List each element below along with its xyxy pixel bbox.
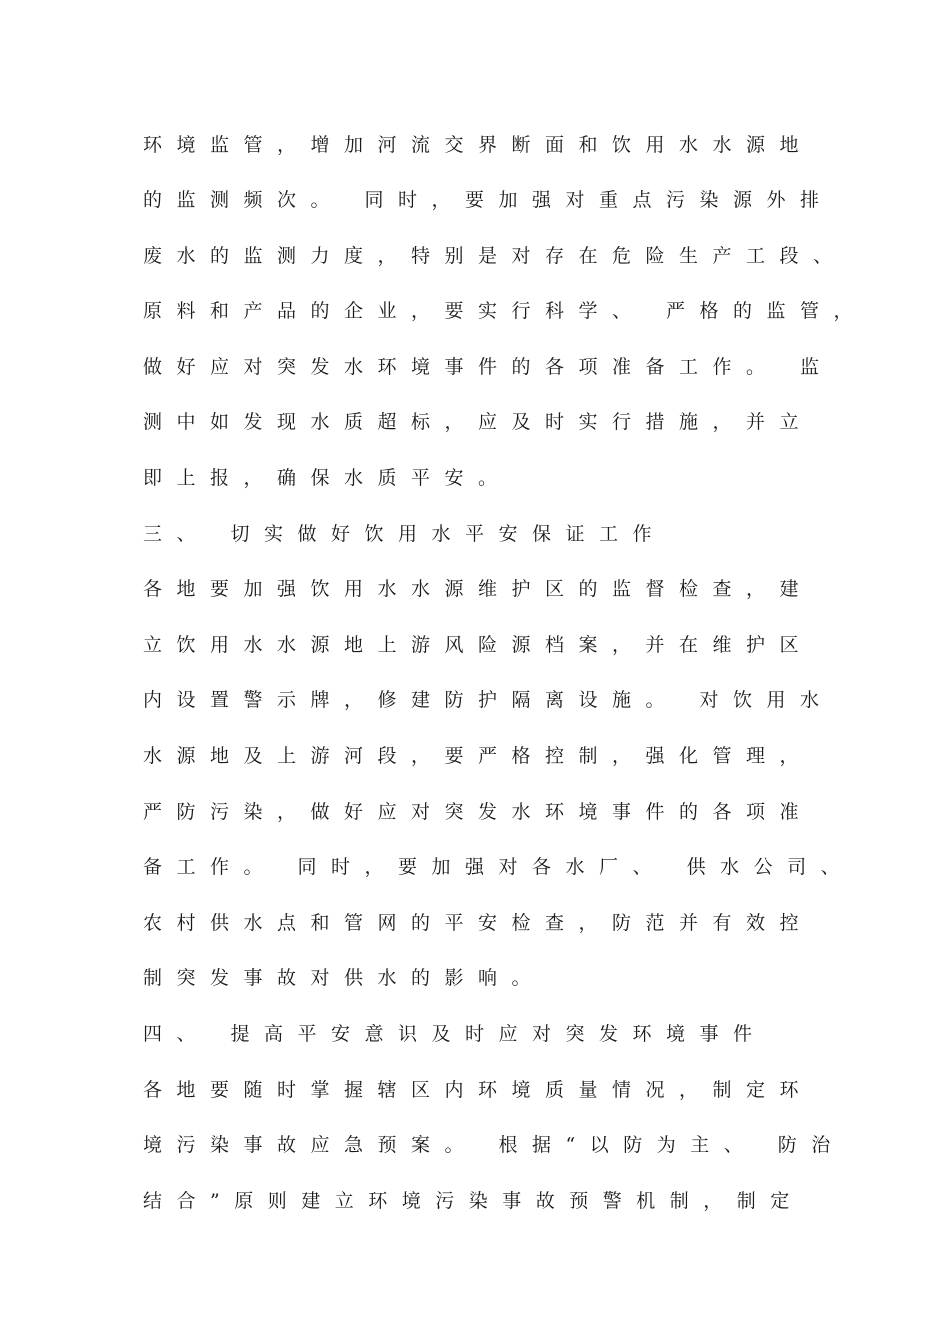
section-heading: 三、 切实做好饮用水平安保证工作: [143, 523, 667, 545]
text-line: 做好应对突发水环境事件的各项准备工作。 监: [143, 356, 834, 378]
text-line: 制突发事故对供水的影响。: [143, 967, 546, 989]
text-line: 原料和产品的企业，要实行科学、 严格的监管，: [143, 300, 868, 322]
text-line: 的监测频次。 同时，要加强对重点污染源外排: [143, 189, 834, 211]
text-line: 环境监管，增加河流交界断面和饮用水水源地: [143, 134, 814, 156]
text-line: 境污染事故应急预案。 根据“以防为主、 防治: [143, 1134, 845, 1156]
section-heading: 四、 提高平安意识及时应对突发环境事件: [143, 1023, 767, 1045]
text-line: 水源地及上游河段，要严格控制，强化管理，: [143, 745, 814, 767]
text-line: 结合”原则建立环境污染事故预警机制，制定: [143, 1190, 804, 1212]
text-line: 农村供水点和管网的平安检查，防范并有效控: [143, 912, 814, 934]
text-line: 废水的监测力度，特别是对存在危险生产工段、: [143, 245, 847, 267]
text-line: 内设置警示牌，修建防护隔离设施。 对饮用水: [143, 689, 834, 711]
text-line: 各地要加强饮用水水源维护区的监督检查，建: [143, 578, 814, 600]
text-line: 各地要随时掌握辖区内环境质量情况，制定环: [143, 1079, 814, 1101]
text-line: 立饮用水水源地上游风险源档案，并在维护区: [143, 634, 814, 656]
text-line: 严防污染，做好应对突发水环境事件的各项准: [143, 801, 814, 823]
text-line: 测中如发现水质超标，应及时实行措施，并立: [143, 411, 814, 433]
text-line: 即上报，确保水质平安。: [143, 467, 512, 489]
text-line: 备工作。 同时，要加强对各水厂、 供水公司、: [143, 856, 855, 878]
